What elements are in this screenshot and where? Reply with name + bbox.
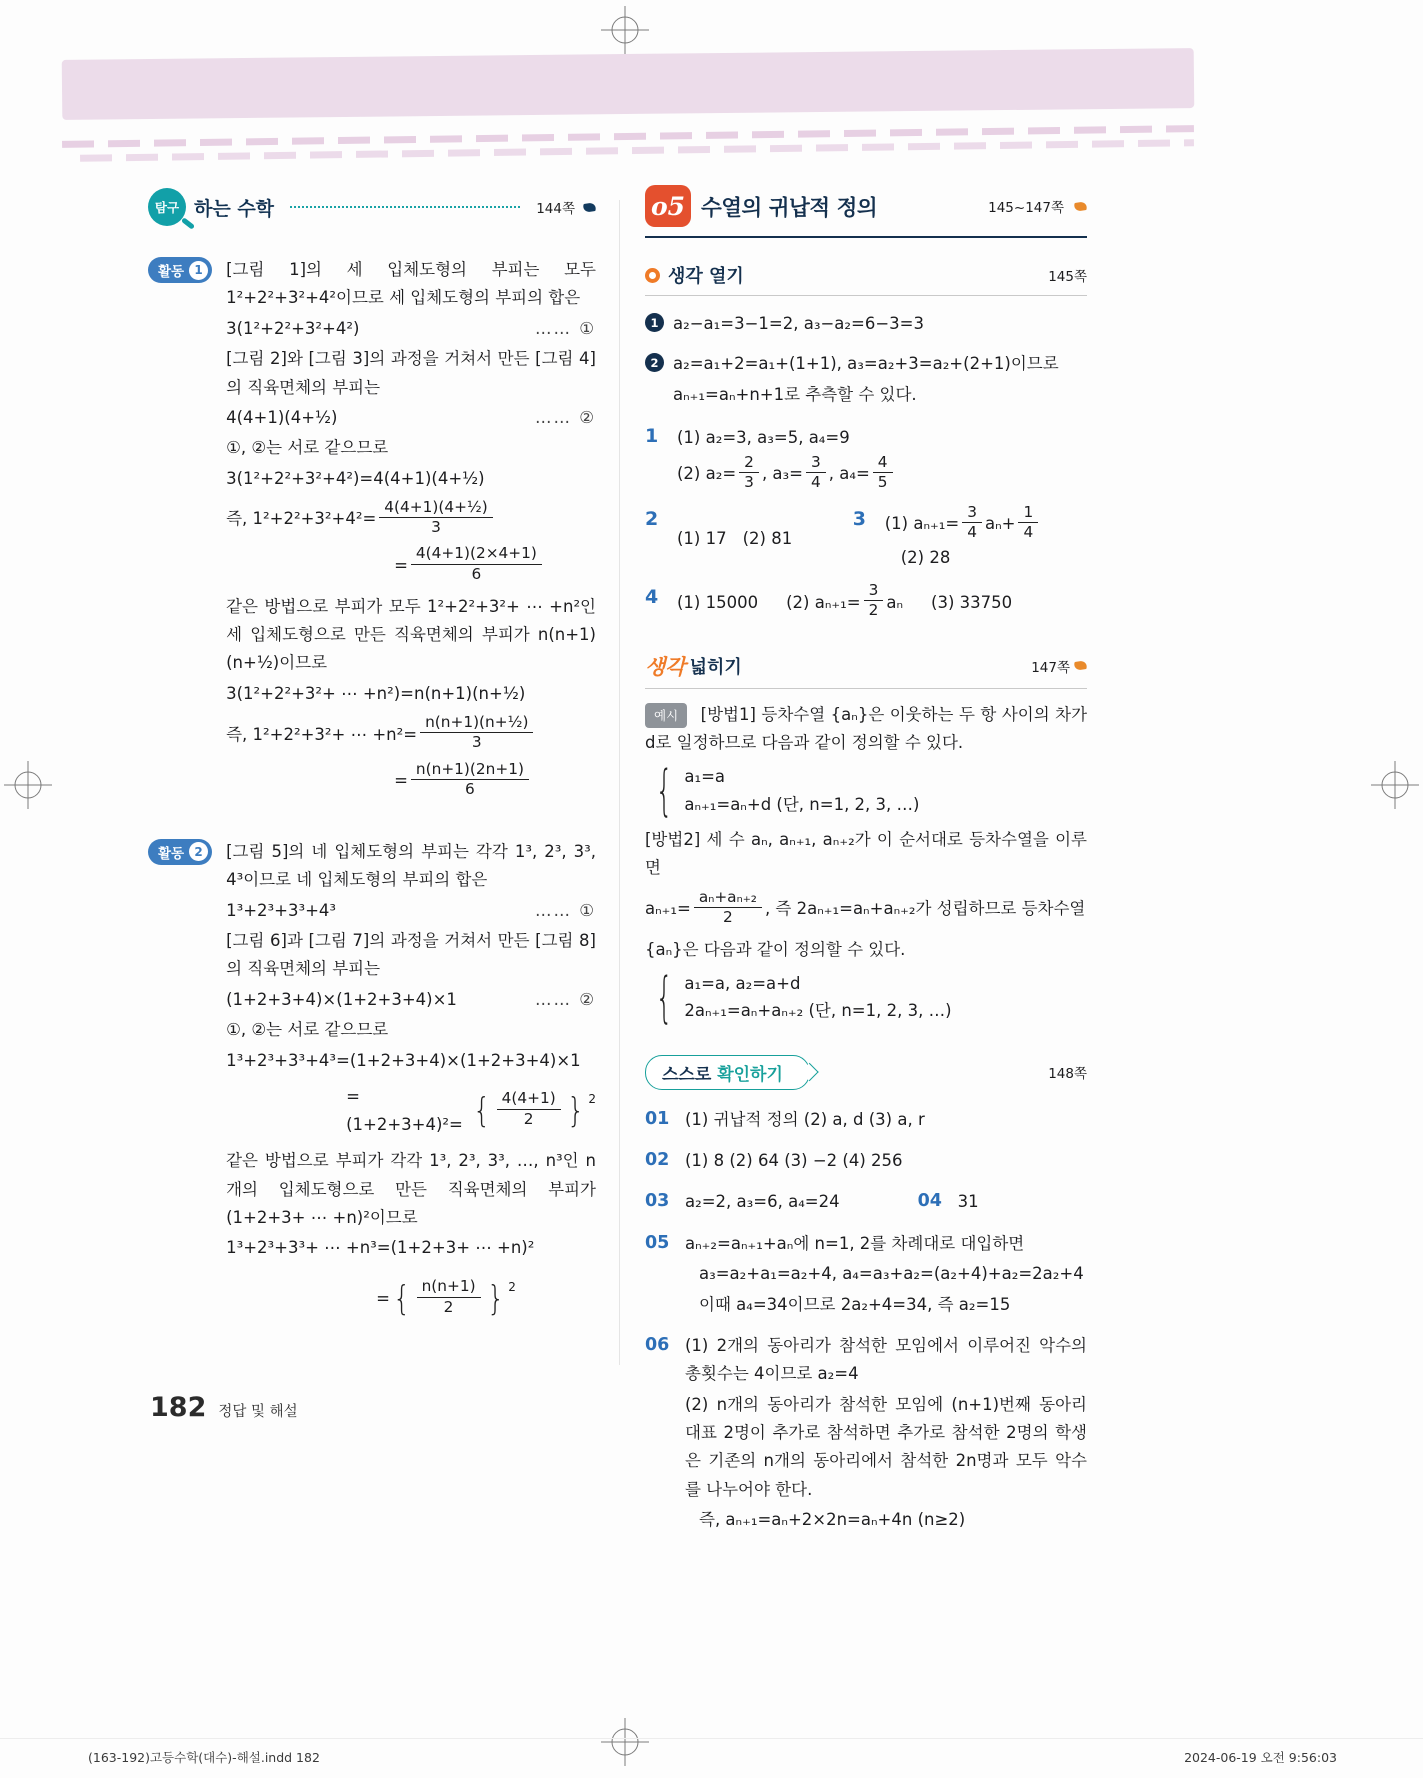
check-number: 04	[917, 1191, 942, 1212]
equation-with-fraction	[645, 887, 1087, 929]
print-footer-left: (163-192)고등수학(대수)-해설.indd 182	[88, 1750, 320, 1765]
answer-row-1	[645, 422, 1087, 494]
think-item-1	[645, 308, 1087, 340]
activity-badge-number: 1	[189, 261, 208, 280]
equation-with-fraction	[226, 500, 596, 539]
equation-prefix: =	[394, 771, 408, 791]
answer-text	[677, 452, 1087, 494]
equation-line	[226, 897, 596, 925]
swoosh-icon	[582, 202, 597, 213]
system-brace: {	[655, 758, 673, 822]
unit-title: 수열의 귀납적 정의	[701, 195, 878, 221]
equation-tag: …… ①	[534, 318, 596, 338]
left-brace: {	[393, 1278, 411, 1319]
check-answer: (1) 8 (2) 64 (3) −2 (4) 256	[685, 1151, 903, 1171]
fraction: $\frac{4(4+1)(2\times 4+1)}{6}$	[411, 544, 542, 583]
check-item-02	[645, 1145, 1087, 1177]
magnifier-icon	[148, 188, 186, 226]
equation-prefix: =	[394, 555, 408, 575]
left-column	[148, 188, 596, 1363]
equation-prefix: 즉, 1²+2²+3²+4²=	[226, 509, 377, 529]
answer-text: (1) a₂=3, a₃=5, a₄=9	[677, 428, 850, 448]
check-answer-group	[685, 1228, 1087, 1321]
equation-prefix: =(1+2+3+4)²=	[346, 1086, 463, 1135]
equation-line	[226, 315, 596, 343]
think-item-text-group	[673, 348, 1059, 411]
equation-with-fraction	[226, 759, 596, 801]
check-number: 06	[645, 1334, 670, 1355]
check-answer: a₃=a₂+a₁=a₂+4, a₄=a₃+a₂=(a₂+4)+a₂=2a₂+4	[699, 1264, 1084, 1284]
exponent: 2	[588, 1091, 596, 1106]
right-column	[645, 185, 1087, 1546]
solution-text: [그림 5]의 네 입체도형의 부피는 각각 1³, 2³, 3³, 4³이므로 네 입체도형의 부피의 합은	[226, 841, 596, 890]
answer-row-3	[852, 502, 1087, 572]
answer-part: aₙ	[886, 592, 904, 612]
crop-mark-icon	[1371, 761, 1419, 809]
fraction: $\frac{2}{3}$	[739, 453, 759, 492]
fraction: $\frac{n(n+1)(2n+1)}{6}$	[411, 760, 529, 799]
self-check-header	[645, 1055, 1087, 1090]
explore-title: 하는 수학	[194, 197, 275, 220]
solution-text: 같은 방법으로 부피가 각각 1³, 2³, 3³, …, n³인 n개의 입체도형으로 만든 직육면체의 부피가 (1+2+3+ ⋯ +n)²이므로	[226, 1151, 596, 1228]
column-divider	[619, 200, 620, 1365]
system-lines	[684, 970, 951, 1024]
check-answer: 31	[957, 1192, 979, 1212]
check-answer: 즉, aₙ₊₁=aₙ+2×2n=aₙ+4n (n≥2)	[699, 1510, 966, 1530]
page-ref-148: 148쪽	[1048, 1066, 1087, 1083]
fraction: $\frac{n(n+1)}{2}$	[417, 1277, 481, 1316]
equation: 1³+2³+3³+4³	[226, 900, 337, 920]
equation-with-fraction	[226, 715, 596, 754]
answer-part: (3) 33750	[931, 592, 1013, 612]
check-answer: (2) n개의 동아리가 참석한 모임에 (n+1)번째 동아리 대표 2명이 추가로 참석하면 추가로 참석한 2명의 학생은 기존의 n개의 동아리에서 참석한 2n명과 모두 악수를 나누어야 한다.	[685, 1394, 1087, 1499]
footer-rule	[0, 1738, 1423, 1739]
answer-row-2-3	[645, 502, 1087, 572]
answer-part: (2) aₙ₊₁=	[786, 592, 861, 612]
solution-text: [그림 1]의 세 입체도형의 부피는 모두 1²+2²+3²+4²이므로 세 입체도형의 부피의 합은	[226, 260, 596, 308]
page-ref-145: 145쪽	[1048, 269, 1087, 285]
swoosh-icon	[1073, 201, 1088, 212]
think-expand-header	[645, 651, 1087, 689]
check-number: 01	[645, 1108, 670, 1129]
check-number: 05	[645, 1232, 670, 1253]
solution-text: ①, ②는 서로 같으므로	[226, 1020, 389, 1040]
equation: 4(4+1)(4+½)	[226, 407, 338, 427]
check-item-01	[645, 1104, 1087, 1136]
equation-tag: …… ①	[534, 900, 596, 920]
expand-text: {aₙ}은 다음과 같이 정의할 수 있다.	[645, 939, 906, 959]
dotted-leader	[290, 206, 520, 208]
fraction: $\frac{4(4+1)}{2}$	[497, 1089, 561, 1128]
activity-badge-number: 2	[189, 842, 208, 861]
answer-part: aₙ+	[984, 514, 1016, 534]
activity-badge-label: 활동	[158, 264, 185, 280]
check-answer: (1) 귀납적 정의 (2) a, d (3) a, r	[685, 1109, 925, 1129]
answer-number: 3	[852, 507, 866, 530]
equation-with-fraction	[226, 546, 596, 585]
definition-system-1	[647, 758, 1087, 822]
activity-badge-label: 활동	[158, 845, 185, 862]
think-item-text: aₙ₊₁=aₙ+n+1로 추측할 수 있다.	[673, 384, 917, 404]
think-item-text: a₂−a₁=3−1=2, a₃−a₂=6−3=3	[673, 314, 924, 333]
activity-2-body	[226, 836, 596, 1335]
right-brace: }	[486, 1278, 505, 1319]
fraction: $\frac{\text{4(4+1)(4+½)}}{3}$	[379, 498, 492, 537]
answer-body	[884, 502, 1087, 572]
answer-body	[677, 505, 792, 572]
equation-prefix: 즉, 1²+2²+3²+ ⋯ +n²=	[226, 724, 418, 744]
system-line: a₁=a, a₂=a+d	[684, 974, 801, 994]
activity-badge	[148, 839, 212, 865]
orange-dot-icon	[645, 268, 660, 283]
page-footer	[150, 1392, 298, 1423]
check-number: 03	[645, 1191, 670, 1212]
equation: 1³+2³+3³+ ⋯ +n³=(1+2+3+ ⋯ +n)²	[226, 1238, 535, 1258]
check-number: 02	[645, 1150, 670, 1171]
equation-with-fraction	[226, 1270, 596, 1328]
think-open-header	[645, 262, 1087, 296]
equation: 3(1²+2²+3²+4²)=4(4+1)(4+½)	[226, 468, 485, 488]
activity-1-block	[148, 254, 596, 808]
page-ref-145-147: 145~147쪽	[988, 200, 1064, 216]
expand-text: [방법2] 세 수 aₙ, aₙ₊₁, aₙ₊₂가 이 순서대로 등차수열을 이루면	[645, 829, 1087, 878]
crop-mark-icon	[601, 1718, 649, 1766]
self-check-title-teal: 확인하기	[717, 1064, 783, 1085]
magnifier-label: 탐구	[154, 200, 180, 215]
circled-number-2: 2	[645, 353, 664, 372]
swoosh-icon	[1073, 660, 1088, 671]
answer-part: (1) aₙ₊₁=	[884, 514, 960, 534]
system-line: a₁=a	[684, 767, 726, 787]
system-brace: {	[655, 965, 673, 1029]
crop-mark-icon	[4, 761, 52, 809]
explore-math-header	[148, 188, 596, 226]
check-answer: (1) 2개의 동아리가 참석한 모임에서 이루어진 악수의 총횟수는 4이므로 a₂=4	[685, 1335, 1087, 1384]
think-open-title: 생각 열기	[668, 266, 744, 287]
exponent: 2	[508, 1279, 516, 1294]
decor-band	[62, 48, 1195, 120]
check-item-06	[645, 1330, 1087, 1537]
answer-part: (1) 15000	[677, 592, 759, 612]
equation: 3(1²+2²+3²+4²)	[226, 318, 360, 338]
unit-number-badge: o5	[645, 185, 691, 227]
equation-tag: …… ②	[534, 407, 596, 427]
answer-part: , a₃=	[761, 464, 803, 484]
equation-tag: …… ②	[534, 989, 596, 1009]
fraction: $\frac{3}{4}$	[962, 503, 982, 542]
system-lines	[684, 763, 919, 817]
equation: 3(1²+2²+3²+ ⋯ +n²)=n(n+1)(n+½)	[226, 683, 526, 703]
answer-number: 2	[645, 507, 659, 530]
equation-prefix: =	[376, 1288, 390, 1308]
answer-row-4	[645, 583, 1087, 622]
answer-part: , a₄=	[828, 464, 870, 484]
answer-part: (1) 17	[677, 528, 727, 548]
fraction: $\frac{3}{2}$	[864, 581, 884, 620]
fraction: $\frac{\text{n(n+1)(n+½)}}{3}$	[420, 713, 533, 752]
activity-1-body	[226, 254, 596, 808]
print-footer-right: 2024-06-19 오전 9:56:03	[1184, 1750, 1337, 1765]
check-answer: aₙ₊₂=aₙ₊₁+aₙ에 n=1, 2를 차례대로 대입하면	[685, 1233, 1025, 1253]
right-brace: }	[566, 1090, 585, 1131]
equation-with-fraction	[226, 1082, 596, 1140]
fraction: $\frac{3}{4}$	[806, 453, 826, 492]
answer-body	[677, 422, 1087, 494]
check-item-05	[645, 1228, 1087, 1321]
equation-line	[226, 986, 596, 1014]
definition-system-2	[647, 965, 1087, 1029]
unit-header	[645, 185, 1087, 238]
self-check-title-dark: 스스로	[662, 1064, 718, 1085]
fraction: $\frac{\text{aₙ+aₙ₊₂}}{2}$	[694, 888, 762, 927]
expand-paragraph	[645, 701, 1087, 758]
equation-line	[226, 404, 596, 432]
equation-prefix: aₙ₊₁=	[645, 899, 691, 918]
check-answer: a₂=2, a₃=6, a₄=24	[685, 1192, 840, 1212]
think-expand-title: 넓히기	[689, 656, 742, 678]
answer-row-2	[645, 505, 853, 572]
check-item-03-04	[645, 1186, 1087, 1218]
check-answer-row	[685, 1186, 1087, 1218]
system-line: aₙ₊₁=aₙ+d (단, n=1, 2, 3, …)	[684, 794, 920, 814]
think-item-text: a₂=a₁+2=a₁+(1+1), a₃=a₂+3=a₂+(2+1)이므로	[673, 354, 1059, 374]
equation: 1³+2³+3³+4³=(1+2+3+4)×(1+2+3+4)×1	[226, 1050, 581, 1070]
activity-badge	[148, 257, 212, 283]
think-expand-script: 생각	[645, 653, 686, 679]
answer-body	[677, 583, 1012, 622]
page-footer-label: 정답 및 해설	[218, 1404, 298, 1420]
answer-part: (2) 81	[742, 528, 793, 548]
check-answer-group	[685, 1330, 1087, 1537]
left-brace: {	[473, 1090, 491, 1131]
check-answer: 이때 a₄=34이므로 2a₂+4=34, 즉 a₂=15	[699, 1294, 1011, 1314]
solution-text: 같은 방법으로 부피가 모두 1²+2²+3²+ ⋯ +n²인 세 입체도형으로 만든 직육면체의 부피가 n(n+1)(n+½)이므로	[226, 596, 596, 673]
fraction: $\frac{4}{5}$	[873, 453, 893, 492]
page-ref-144: 144쪽	[536, 201, 575, 217]
equation-suffix: , 즉 2aₙ₊₁=aₙ+aₙ₊₂가 성립하므로 등차수열	[764, 899, 1086, 918]
fraction: $\frac{1}{4}$	[1018, 503, 1038, 542]
circled-number-1: 1	[645, 313, 664, 332]
answer-number: 1	[645, 425, 659, 448]
crop-mark-icon	[601, 6, 649, 54]
page-ref-147: 147쪽	[1031, 659, 1070, 676]
self-check-box	[645, 1055, 810, 1090]
example-badge: 예시	[645, 703, 687, 729]
solution-text: ①, ②는 서로 같으므로	[226, 438, 389, 458]
think-item-2	[645, 348, 1087, 411]
activity-2-block	[148, 836, 596, 1335]
solution-text: [그림 6]과 [그림 7]의 과정을 거쳐서 만든 [그림 8]의 직육면체의 부피는	[226, 931, 596, 979]
system-line: 2aₙ₊₁=aₙ+aₙ₊₂ (단, n=1, 2, 3, …)	[684, 1001, 952, 1021]
expand-text: [방법1] 등차수열 {aₙ}은 이웃하는 두 항 사이의 차가 d로 일정하므로 다음과 같이 정의할 수 있다.	[645, 704, 1088, 752]
equation: (1+2+3+4)×(1+2+3+4)×1	[226, 989, 457, 1009]
answer-part: (2) a₂=	[677, 464, 737, 484]
page-number: 182	[150, 1392, 207, 1423]
answer-number: 4	[645, 586, 659, 609]
solution-text: [그림 2]와 [그림 3]의 과정을 거쳐서 만든 [그림 4]의 직육면체의 부피는	[226, 349, 596, 397]
answer-part: (2) 28	[900, 548, 951, 568]
